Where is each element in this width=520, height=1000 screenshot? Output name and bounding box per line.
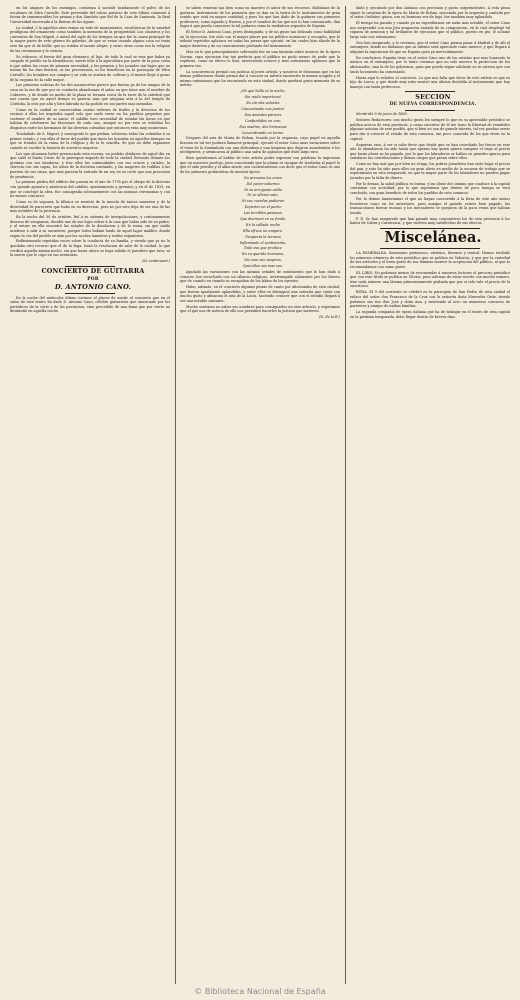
column-1 <box>10 6 170 984</box>
section-divider <box>405 110 455 111</box>
paragraph: Las primeras noticias de los dos manuscritos parece que fueron ya de los amigos de la casa en la era de que por su conducta abandonara el salon en que tiene aun el nombre de Cabreros, y de donde en medio de la plaza se levanta cerca de la torre de la catedral que nos consta que en aquel tiempo se parecia mas que ninguna otra á la del templo de Córdoba, la otra por alta y bien labrada no ha podido en sus partes mas menudas. <box>10 83 170 106</box>
verse-line: En su querido hermano, <box>241 252 285 257</box>
paragraph: Nos han asegurado, y lo creemos, que el señor Cano piensa pasar á Madrid y de allí al extranjero, donde no dudamos que su talento será apreciado como merece, y que llegará á adquirir la reputacion de que en España goza ya merecidamente. <box>350 40 510 54</box>
verse-line: Despierta la ternura <box>245 234 281 239</box>
section-divider <box>405 91 455 92</box>
verse-line: Ni sus cuerdas pudieron <box>241 199 285 204</box>
miscellany-item: EL LIRIO. No podemos menos de recomendar á nuestros lectores el precioso periódico que con este título se publica en Vitoria, pues ademas de estar escrito con mucho esmero, trae cada número una lámina primorosamente grabada que por sí sola vale el precio de la suscricion. <box>350 270 510 289</box>
paragraph: Mucho sentimos no saber sus nombres para consignarlos en este artículo, y esperamos que el que nos de noticia de ello nos permitirá hacerles la justicia que merecen. <box>180 304 340 314</box>
paragraph: Ayudado las variaciones con las mismas señales de sentimiento que le han dado á conocer, fue escuchado con un silencio religioso, interrumpido solamente por los bravos que de cuando en cuando se escapaban de los labios de los oyentes. <box>180 270 340 284</box>
verse-line: Quecellos sus mas sus. <box>243 264 283 269</box>
paragraph: Despues del aria de María de Rohan, tocada por la orquesta, cuyo papel en aquella funcion en tal vez pudiera llamarse principal, ejecutó el señor Cano unas variaciones sobre el tema de la Sonámbula con una delicadeza y una limpieza que dejaron asombrados á los inteligentes, y arrancaron al público una salva de aplausos que duró largo rato. <box>180 136 340 155</box>
verse-line: Deperter en el pecho <box>244 205 282 210</box>
verse-line: Que duermen en su fondo. <box>239 216 287 221</box>
article-title-by: POR <box>87 276 99 282</box>
paragraph: Reflexionando repetidas veces sobre la conducta de su familia, y viendo que ya no le quedaba otro recurso que el de la fuga, tomó la resolucion de salir de la ciudad, lo que verificó aquella misma noche, sin que hasta ahora se haya sabido el paradero que tuvo, ni la suerte que le cupo en sus aventuras. <box>10 239 170 258</box>
paragraph: Hasta aquí lo relativo al concierto. Lo que nos falta que decir de este artista es que es hijo de Lorca, y que desde muy niño mostró una aficion decidida al instrumento que hoy maneja con tanta perfeccion. <box>350 75 510 89</box>
section-heading-miscellany: Miscelánea. <box>384 229 482 247</box>
column-3 <box>350 6 510 984</box>
verse-line: Toda esa que produce <box>243 246 283 251</box>
paragraph: dado y ejecutado por don Antonio con precision y gusto sorprendentes. A esta pieza siguió la cavatina de la ópera de María de Rohan, ejecutada por la orquesta y cantada por el señor Ordóñez, quien, con su hermosa voz de bajo, fue tambien muy aplaudido. <box>350 6 510 20</box>
section-divider <box>65 293 115 294</box>
newspaper-page <box>10 6 510 984</box>
paragraph: El Señor D. Antonio Cano, joven distinguido, y de un gusto tan delicado como habilidad en la ejecucion, fue oido con el mayor placer por un público numeroso y escogido, que le tributó repetidos aplausos en todas las piezas que ejecutó, en las cuales hizo alarde de la mayor destreza y de un conocimiento profundo del instrumento. <box>180 30 340 49</box>
paragraph: Señores Redactores: con mucho gusto leo siempre lo que en su apreciable periódico se publica acerca de esta provincia, y como suscritor de él me tomo la libertad de remitirles algunas noticias de este pueblo, que si bien no son de grande interés, tal vez puedan servir para dar á conocer el estado de esta comarca, tan poco conocida de los que viven en la capital. <box>350 118 510 141</box>
paragraph: Hubo, además, en el concierto algunas piezas de canto por aficionados de esta ciudad, que fueron igualmente aplaudidos, y entre ellos se distinguió una señorita que cantó con mucho gusto y afinacion el aria de la Lucía, haciendo conocer que con el estudio llegará á ser una notable cantante. <box>180 285 340 303</box>
verse-line: Concentrando en tormo. <box>241 130 285 135</box>
miscellany-item: LA ESMERALDA. Semanario pintoresco, artístico, literario y teatral. Hemos recibido los primeros números de este periódico que se publica en Valencia, y que por la variedad de sus artículos y el buen gusto de sus láminas merece la aceptacion del público, al que lo recomendamos con sumo gusto. <box>350 250 510 269</box>
verse-line: Inflamando el sentimiento. <box>239 240 287 245</box>
paragraph: Los que alcanzan haber presenciado esta escena, no podrán olvidarse de aquel dia en que salió el Santo Cristo de la parroquia seguido de toda la ciudad, llevando delante los gremios con sus banderas, y tras ellos las comunidades con sus cruces y ciriales, la clerecía con sus capas, los niños de la doctrina cantando, y las mugeres de rodillas á las puertas de sus casas, que mas parecia la entrada de un rey en su corte que una procesion de penitencia. <box>10 151 170 179</box>
paragraph: Supuesto esto, á ver si cabe decir que desde que se han cosechado los frutos en este año la abundancia ha sido tanta que apenas hay quien quiera comprar el trigo al precio que hasta ahora se ha pagado, por lo que los labradores se hallan en grandes apuros para satisfacer las contribuciones y demas cargas que pesan sobre ellos. <box>350 142 510 161</box>
paragraph: Mas en lo que principalmente sobresalió fue en una fantasía sobre motivos de la ópera Norma, cuya ejecucion fue tan perfecta que el público no pudo menos de pedir que la repitiese, como en efecto lo hizo, mereciendo nuevos y mas entusiastas aplausos que la primera vez. <box>180 49 340 68</box>
miscellany-item: La segunda compañía de ópera italiana que ha de trabajar en el teatro de esta capital en la próxima temporada, debe llegar dentro de breves dias. <box>350 310 510 319</box>
column-rule <box>345 6 346 984</box>
verse-line: Ni se alleres sato. <box>247 193 279 198</box>
section-divider <box>380 228 480 229</box>
paragraph: En la noche del miércoles último tuvimos el placer de asistir al concierto que en el salon de este teatro ha dado D. Antonio Cano, célebre guitarrista que anunciado por los periódicos de la córte y de las provincias, vino precedido de una fama que por cierto no desmintió en aquella noche. <box>10 295 170 314</box>
paragraph: Su esfuerzo, el fervor del gran elemento, el lujo, de todo lo cual se veia que habia ya cargado el pueblo en la abundancia; suerte feliz á la agricultura por parte de la poca costa á que salían las cosas de primera necesidad, y los gremios y los jornales tan bajos que no tenian fin los dias festivos, ni las procesiones, ni los beneficios en la parroquia de Silva Carvallo, los hombres sus campos y su vida se acaban de cultivar y el monte llegó á gozar de la esquina de la calle mayor. <box>10 54 170 82</box>
verse-line: Confundidos en uno; <box>244 118 282 123</box>
paragraph: La ciudad, ó la aquellos años vemos en todo de monumentos, escultóricas de la vanidad prodigiosa del ornamento como tambien la memoria de la prosperidad. Los claustros y los conventos de San Miguel, á mitad del siglo de los tiempos en que fue la causa principal de la mayor parte de este género de galerías, de que se veian cuando alguna cosa no tenia otro fin que el de bullir, que no estaba el monte alegre, y entre otras cosas era la religion de las ceremonias y la ciencia. <box>10 25 170 53</box>
verse-line: Dos amantes parares <box>244 112 282 117</box>
article-title: CONCIERTO DE GUITARRA <box>41 267 145 276</box>
section-subheading: DE NUEVA CORRESPONDENCIA. <box>389 102 477 108</box>
paragraph: Como no hay mal que por bien no venga, los pobres jornaleros han visto bajar el precio del pan, y esto ha sido para ellos un gran alivio en medio de la escasez de trabajo que se esperimenta en esta temporada, en que la mayor parte de los labradores no pueden pagar jornales por la falta de dinero. <box>350 162 510 180</box>
column-rule <box>175 6 176 984</box>
verse-line: Es cár das volveles <box>246 101 280 106</box>
article-author: D. ANTONIO CANO. <box>54 282 132 291</box>
paragraph: El tiempo ha pasado y cuando ya no esperábamos oir nada mas notable, el señor Cano nos sorprendió con una Jota aragonesa variada de su composicion, en la cual desplegó tal riqueza de armonía y tal brillantez de ejecucion que el público, puesto en pie, le aclamó largo rato con entusiasmo. <box>350 21 510 39</box>
paragraph: Bien quisiéramos al hablar de este artista poder espresar con palabras la impresion que en nosotros produjo, pero conociendo que la pluma es incapaz de trasladar al papel lo que el oido percibe y el alma siente, nos contentaremos con decir que el señor Cano es uno de los primeros guitarristas de nuestra época. <box>180 156 340 174</box>
paragraph: Por lo demas, la salud pública es buena, y las obras del camino que conduce á la capital continúan con actividad, por lo que esperamos que dentro de poco tiempo se verá concluido, con gran beneficio de todos los pueblos de esta comarca. <box>350 181 510 196</box>
verse-line: No presuma los ornos <box>243 175 283 180</box>
section-divider <box>380 248 480 249</box>
editor-note: (N. de la R.) <box>319 315 340 320</box>
continuation-note: (Se continuará.) <box>141 259 170 264</box>
verse-line: Ni su arrogante estilo <box>243 187 283 192</box>
section-divider <box>65 266 115 267</box>
paragraph: La concurrencia premió con justicia al joven artista, y nosotros le deseamos que en las demas poblaciones donde piensa dar á conocer su talento encuentre la misma acogida y el mismo entusiasmo que ha encontrado en esta ciudad, donde quedará grata memoria de su mérito. <box>180 69 340 88</box>
verse-line: Las terribles pasiones <box>243 211 283 216</box>
library-watermark: © Biblioteca Nacional de España <box>194 987 326 996</box>
paragraph: La primera piedra del edificio fue puesta en el año de 1795 por el obispo de la diócesis con grande aparato y asistencia del cabildo, ayuntamiento y gremios; y en el de 1833, en que se concluyó la obra, fue consagrada solemnemente con las mismas ceremonias y con no menos concurso. <box>10 180 170 199</box>
paragraph: En la noche del 30 de octubre, fiel á su sistema de interpolaciones, y continuamente deseoso de venganzas, decidió uno de sus hijos volver á la casa que habia sido de su padre, y al entrar en ella encontró las señales de la desolacion y de la ruina, sin que nadie acudiese á salir á su encuentro, porque todos habian huido de aquel lugar maldito, donde segun la voz del pueblo se oian por las noches lamentos y ruidos espantosos. <box>10 215 170 238</box>
verse-line: Dos madres, dos hermanas <box>239 124 287 129</box>
paragraph: Como es de suponer, la fábrica se resintió de la mezcla de tantos maestros y de la diversidad de pareceres que hubo en su direccion, pero no por esto deja de ser una de las mas notables de la provincia. <box>10 200 170 214</box>
verse-line: Vos mas sus suspiros, <box>244 258 282 263</box>
verse-line: Del pavor sobernio <box>246 181 280 186</box>
postscript: P. D. Se han asegurado que han pasado muy corporativos los de esta provincia á los baños de Cabra y Carratraca, y que vuelven muy satisfechos de sus efectos. <box>350 216 510 226</box>
paragraph: Por lo demas lamentamos el que no hayan concurrido á la feria de este año tantos forasteros como en los anteriores, pues aunque el ganado estuvo bien pagado, las transacciones fueron escasas y los mercaderes se quejaron de la poca venta que habian tenido. <box>350 196 510 215</box>
section-heading: SECCION <box>415 92 451 101</box>
dateline: Montiridó 9 de junio de 1865. <box>356 112 408 117</box>
paragraph: Trasladado de S. Miguel, y conseguido lo que pedian, volvieron todas las cofradías á su primer estado, y con ellas el favor del pueblo que tanto las honraba en aquellos tiempos en que se trataba de la ruina de la religion y de la fe sencilla, de que no debe separarse cuando se escribe la historia de nuestros mayores. <box>10 131 170 150</box>
miscellany-item: BODA. El 9 del corriente se celebró en la parroquia de San Pedro de esta ciudad el enlace del señor don Francisco de la Cruz con la señorita doña Mercedes Ortiz, siendo padrinos sus tios don José y doña Ana, y asistiendo al acto un numeroso concurso de parientes y amigos de ambas familias. <box>350 290 510 309</box>
column-2 <box>180 6 340 984</box>
verse-line: ¡Oh qué bello es la noche, <box>240 89 286 94</box>
paragraph: en los ataques de los enemigos, comienza á sacudir hondamente el polvo de los escalones de Silva Carvallo. Este prevenido del celoso patricio de este último comenzó á forzar de inmemorables los primas y dos Sanchéz que fiel de la Casa de Santarén, la Real Universidad encerrada á la Rentas de las Aguas. <box>10 6 170 24</box>
paragraph: En conclusion: España tiene en el señor Cano uno de los artistas que mas honrarán la música en el extranjero; por lo tanto creemos que no solo merece la proteccion de los aficionados, sino la de los gobiernos, para que pueda seguir adelante en la carrera que con tanto lucimiento ha comenzado. <box>350 55 510 74</box>
verse-line: En la callada noche <box>245 222 281 227</box>
verse-line: Sin ruido importuno! <box>244 95 282 100</box>
paragraph: se saben veneran tan bien como su maestro el autor de sus recursos. Hablamos de la guitarra, instrumento de los primeros que se dan en la tierra de lo instrumentos de gran sonido que está en mayor cantidad, y pues los que han dado de la guitarra sus primeros profesores, como Aguado y Huerta, y por el nombre de los que nos lo han comunicado, dan lugar á que pueda conocerse la tal guitarra como la verdadera orquesta de España. <box>180 6 340 29</box>
paragraph: Como en la ciudad se conservaban cuatro órdenes de frailes y la devocion de los vecinos á ellas les inspiraba aquel celo que suele verse en los pueblos pequeños por sostener el nombre de su santo, el cabildo tuvo necesidad de señalar las horas en que habian de celebrarse las funciones de cada uno, aunque no por esto se evitaban los disgustos entre los hermanos de las diversas cofradías que entonces eran muy numerosas. <box>10 107 170 131</box>
verse-line: Ella efrece un amparo. <box>243 228 283 233</box>
verse-line: Cancentando nos juntos! <box>241 106 285 111</box>
